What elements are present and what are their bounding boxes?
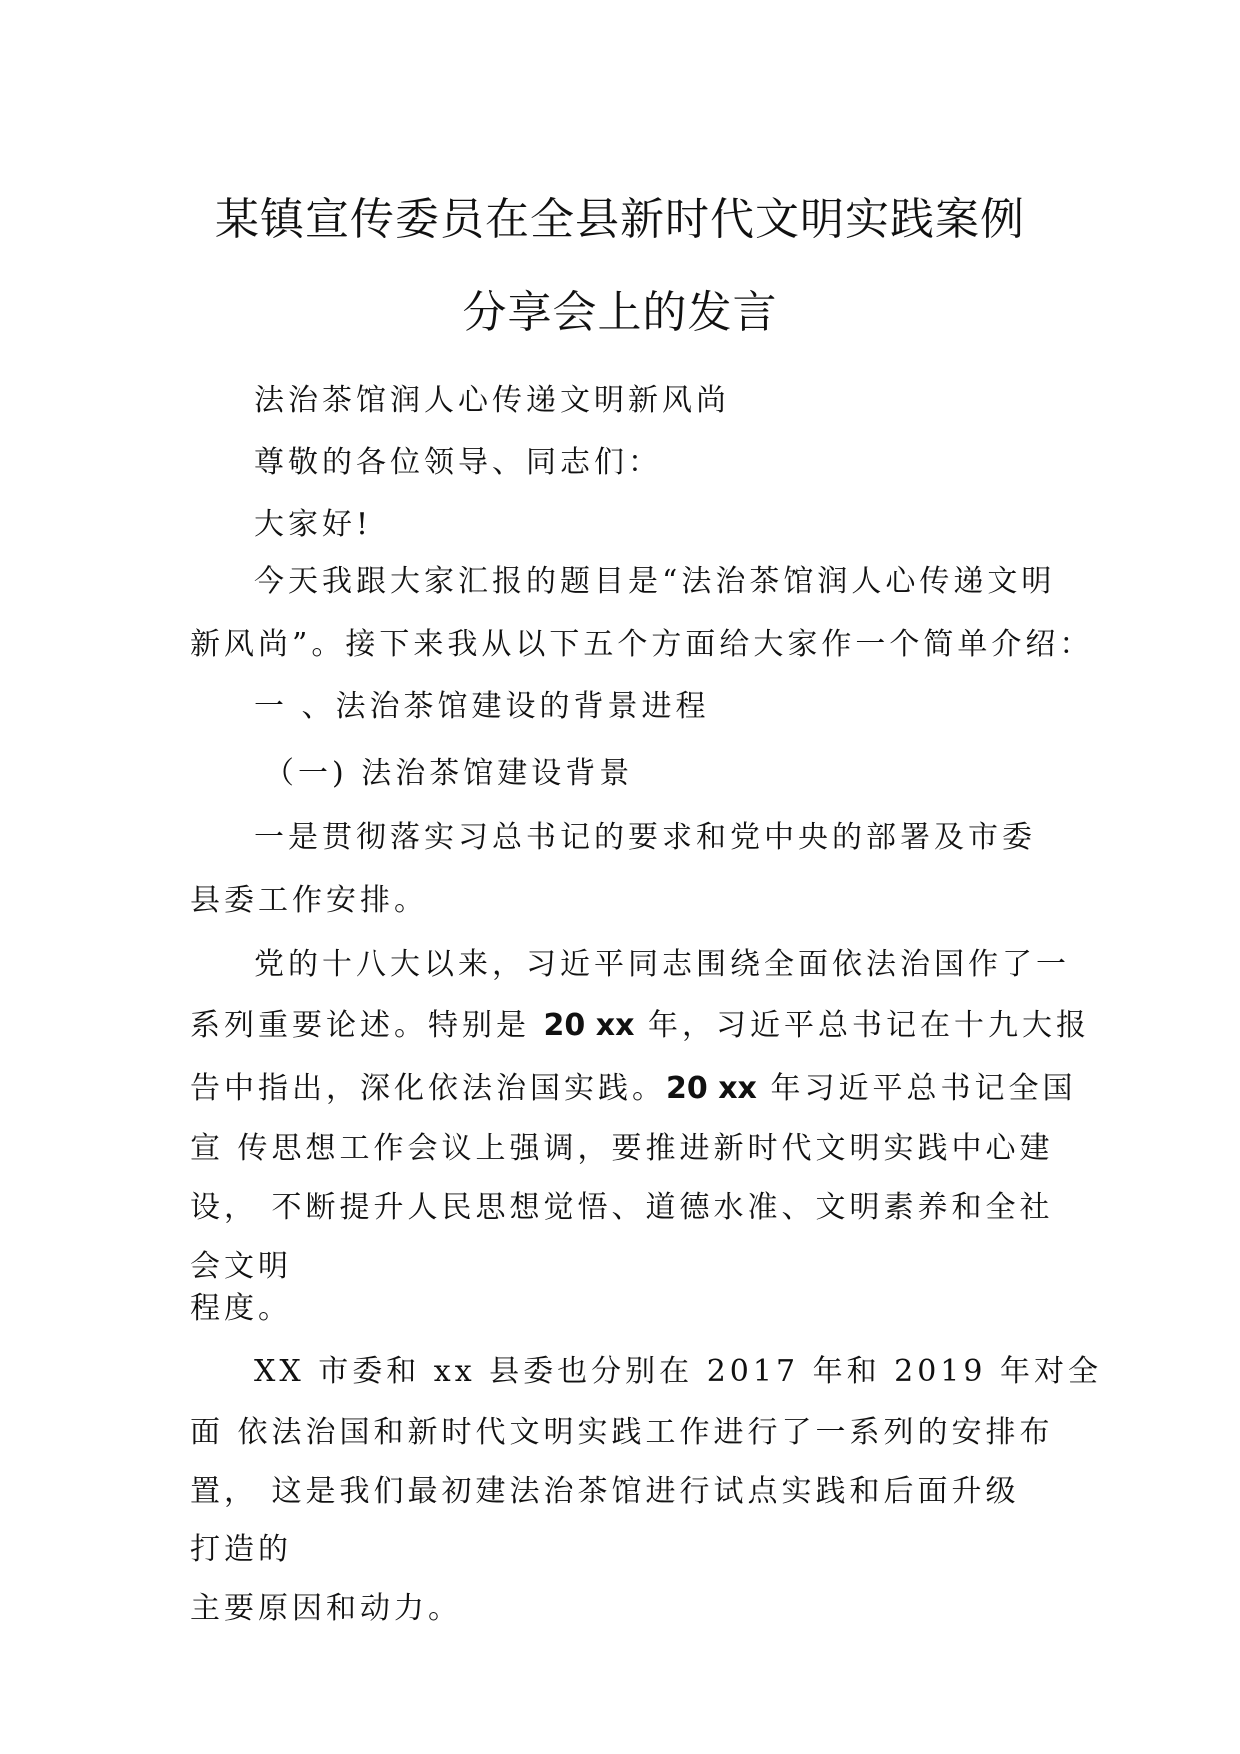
year-placeholder: 20 xx: [543, 1008, 635, 1043]
greeting: 大家好!: [254, 507, 373, 542]
para1-line-2-text-b: 年，习近平总书记在十九大报: [634, 1008, 1090, 1043]
document-title-line2: 分享会上的发言: [462, 287, 778, 338]
para1-line-1: 党的十八大以来，习近平同志围绕全面依法治国作了一: [254, 947, 1070, 982]
section-heading-1: 一 、法治茶馆建设的背景进程: [254, 689, 710, 724]
intro-line-2: 新风尚”。接下来我从以下五个方面给大家作一个简单介绍：: [190, 627, 1094, 662]
para1-line-7: 程度。: [190, 1291, 292, 1326]
point1-line-2: 县委工作安排。: [190, 883, 428, 918]
subsection-heading-1: （一) 法治茶馆建设背景: [264, 756, 634, 791]
para1-line-2-text-a: 系列重要论述。特别是: [190, 1008, 544, 1043]
intro-line-1: 今天我跟大家汇报的题目是“法治茶馆润人心传递文明: [254, 564, 1056, 599]
para2-line-1: XX 市委和 xx 县委也分别在 2017 年和 2019 年对全: [254, 1354, 1103, 1389]
para1-line-3-text-a: 告中指出，深化依法治国实践。: [190, 1071, 666, 1106]
para2-line-3: 置， 这是我们最初建法治茶馆进行试点实践和后面升级: [190, 1474, 1020, 1509]
para1-line-2: [190, 1006, 1090, 1046]
document-title-line1: 某镇宣传委员在全县新时代文明实践案例: [215, 194, 1025, 245]
year-placeholder: 20 xx: [666, 1071, 757, 1106]
para2-line-2: 面 依法治国和新时代文明实践工作进行了一系列的安排布: [190, 1415, 1054, 1450]
para1-line-3: [190, 1069, 1076, 1109]
point1-line-1: 一是贯彻落实习总书记的要求和党中央的部署及市委: [254, 820, 1036, 855]
para2-line-4: 打造的: [190, 1532, 292, 1567]
para1-line-4: 宣 传思想工作会议上强调，要推进新时代文明实践中心建: [190, 1131, 1054, 1166]
para1-line-6: 会文明: [190, 1249, 292, 1284]
para2-line-5: 主要原因和动力。: [190, 1591, 462, 1626]
salutation: 尊敬的各位领导、同志们：: [254, 445, 662, 480]
document-subtitle: 法治茶馆润人心传递文明新风尚: [254, 383, 730, 418]
para1-line-5: 设， 不断提升人民思想觉悟、道德水准、文明素养和全社: [190, 1190, 1054, 1225]
para1-line-3-text-b: 年习近平总书记全国: [756, 1071, 1077, 1106]
